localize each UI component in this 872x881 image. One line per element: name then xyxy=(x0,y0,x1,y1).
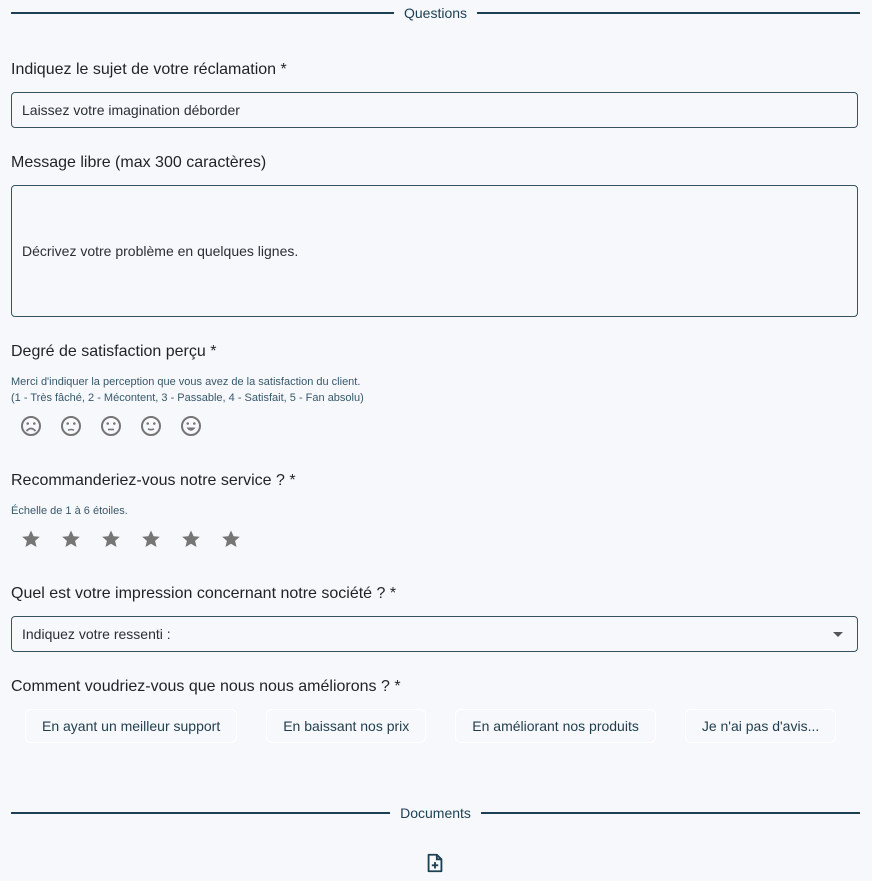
divider-line xyxy=(481,812,860,814)
star-icon[interactable] xyxy=(219,527,243,551)
message-textarea[interactable] xyxy=(11,185,858,317)
satisfaction-rating[interactable] xyxy=(19,414,219,438)
divider-line xyxy=(11,812,390,814)
very-dissatisfied-icon[interactable] xyxy=(19,414,43,438)
impression-label: Quel est votre impression concernant notre société ? * xyxy=(11,585,397,602)
star-icon[interactable] xyxy=(99,527,123,551)
impression-select[interactable] xyxy=(11,616,858,652)
questions-section-divider xyxy=(11,3,860,23)
improve-option-products[interactable]: En améliorant nos produits xyxy=(455,709,656,743)
divider-line xyxy=(477,12,860,14)
dissatisfied-icon[interactable] xyxy=(59,414,83,438)
add-document-icon[interactable] xyxy=(424,851,446,875)
star-icon[interactable] xyxy=(19,527,43,551)
subject-label: Indiquez le sujet de votre réclamation * xyxy=(11,61,287,78)
star-icon[interactable] xyxy=(59,527,83,551)
improve-option-prices[interactable]: En baissant nos prix xyxy=(266,709,426,743)
recommend-hint: Échelle de 1 à 6 étoiles. xyxy=(11,505,128,517)
satisfaction-label: Degré de satisfaction perçu * xyxy=(11,343,217,360)
subject-placeholder: Laissez votre imagination déborder xyxy=(22,102,240,118)
subject-input[interactable] xyxy=(11,92,858,128)
divider-line xyxy=(11,12,394,14)
message-label: Message libre (max 300 caractères) xyxy=(11,154,267,171)
satisfaction-hint-line1: Merci d'indiquer la perception que vous avez de la satisfaction du client. xyxy=(11,376,361,388)
recommend-label: Recommanderiez-vous notre service ? * xyxy=(11,472,296,489)
satisfied-icon[interactable] xyxy=(139,414,163,438)
improve-option-no-opinion[interactable]: Je n'ai pas d'avis... xyxy=(685,709,836,743)
documents-section-title: Documents xyxy=(400,805,471,821)
questions-section-title: Questions xyxy=(403,5,468,21)
star-rating[interactable] xyxy=(19,527,259,551)
improve-label: Comment voudriez-vous que nous nous améliorons ? * xyxy=(11,678,401,695)
improve-option-support[interactable]: En ayant un meilleur support xyxy=(25,709,237,743)
improve-options xyxy=(25,709,836,743)
star-icon[interactable] xyxy=(139,527,163,551)
satisfaction-hint-line2: (1 - Très fâché, 2 - Mécontent, 3 - Passable, 4 - Satisfait, 5 - Fan absolu) xyxy=(11,392,364,404)
dropdown-arrow-icon xyxy=(833,632,843,637)
neutral-icon[interactable] xyxy=(99,414,123,438)
star-icon[interactable] xyxy=(179,527,203,551)
message-placeholder: Décrivez votre problème en quelques lignes. xyxy=(22,243,299,259)
very-satisfied-icon[interactable] xyxy=(179,414,203,438)
documents-section-divider xyxy=(11,803,860,823)
impression-selected-value: Indiquez votre ressenti : xyxy=(22,626,171,642)
